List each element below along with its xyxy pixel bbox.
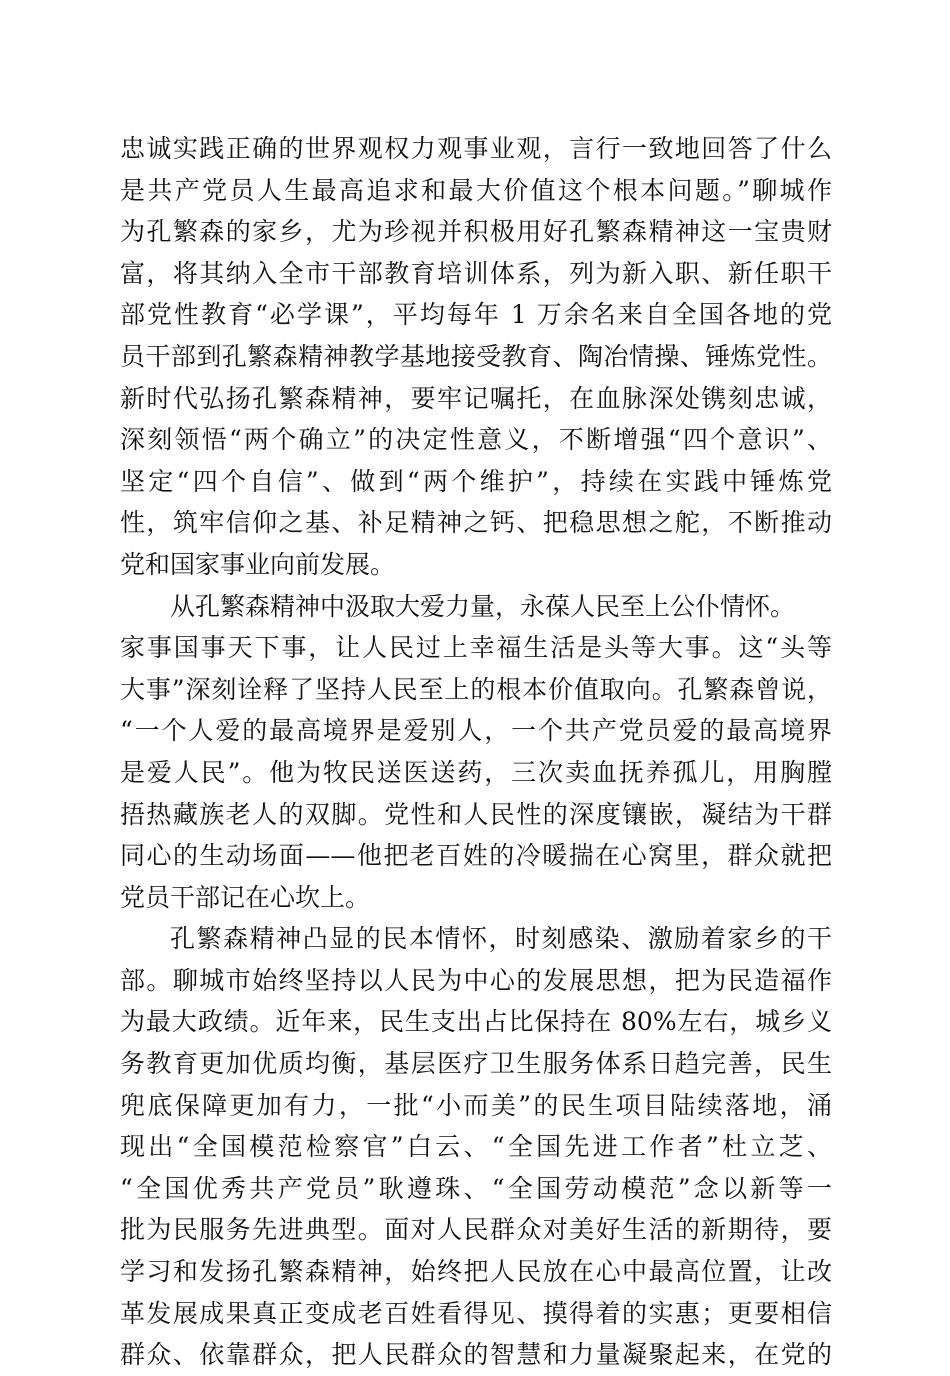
text-line: 是爱人民”。他为牧民送医送药，三次卖血抚养孤儿，用胸膛 <box>120 757 832 787</box>
text-line: 为最大政绩。近年来，民生支出占比保持在 80%左右，城乡义 <box>120 1007 832 1037</box>
text-line: 现出“全国模范检察官”白云、“全国先进工作者”杜立芝、 <box>120 1132 832 1162</box>
text-line: 同心的生动场面——他把老百姓的冷暖揣在心窝里，群众就把 <box>120 841 832 871</box>
text-line: 家事国事天下事，让人民过上幸福生活是头等大事。这“头等 <box>120 633 832 663</box>
text-line: 从孔繁森精神中汲取大爱力量，永葆人民至上公仆情怀。 <box>170 591 796 621</box>
text-line: “一个人爱的最高境界是爱别人，一个共产党员爱的最高境界 <box>120 716 832 746</box>
text-line: 党员干部记在心坎上。 <box>120 882 371 912</box>
text-line: 党和国家事业向前发展。 <box>120 549 396 579</box>
text-line: 学习和发扬孔繁森精神，始终把人民放在心中最高位置，让改 <box>120 1257 832 1287</box>
text-line: 部。聊城市始终坚持以人民为中心的发展思想，把为民造福作 <box>120 965 832 995</box>
text-line: 部党性教育“必学课”，平均每年 1 万余名来自全国各地的党 <box>120 300 832 330</box>
text-line: 捂热藏族老人的双脚。党性和人民性的深度镶嵌，凝结为干群 <box>120 799 832 829</box>
body-text <box>120 128 832 1376</box>
text-line: 兜底保障更加有力，一批“小而美”的民生项目陆续落地，涌 <box>120 1090 832 1120</box>
text-line: 群众、依靠群众，把人民群众的智慧和力量凝聚起来，在党的 <box>120 1340 832 1370</box>
text-line: 富，将其纳入全市干部教育培训体系，列为新入职、新任职干 <box>120 258 832 288</box>
text-line: 是共产党员人生最高追求和最大价值这个根本问题。”聊城作 <box>120 175 832 205</box>
text-line: 忠诚实践正确的世界观权力观事业观，言行一致地回答了什么 <box>120 134 832 163</box>
text-line: 坚定“四个自信”、做到“两个维护”，持续在实践中锤炼党 <box>120 466 832 496</box>
text-line: 新时代弘扬孔繁森精神，要牢记嘱托，在血脉深处镌刻忠诚， <box>120 383 832 413</box>
text-line: 为孔繁森的家乡，尤为珍视并积极用好孔繁森精神这一宝贵财 <box>120 217 832 247</box>
text-line: 员干部到孔繁森精神教学基地接受教育、陶冶情操、锤炼党性。 <box>120 341 832 371</box>
text-line: “全国优秀共产党员”耿遵珠、“全国劳动模范”念以新等一 <box>120 1173 832 1203</box>
text-line: 批为民服务先进典型。面对人民群众对美好生活的新期待，要 <box>120 1215 832 1245</box>
text-line: 革发展成果真正变成老百姓看得见、摸得着的实惠；更要相信 <box>120 1298 832 1328</box>
text-line: 孔繁森精神凸显的民本情怀，时刻感染、激励着家乡的干 <box>170 924 832 954</box>
text-line: 深刻领悟“两个确立”的决定性意义，不断增强“四个意识”、 <box>120 425 832 455</box>
text-line: 务教育更加优质均衡，基层医疗卫生服务体系日趋完善，民生 <box>120 1049 832 1079</box>
text-line: 大事”深刻诠释了坚持人民至上的根本价值取向。孔繁森曾说， <box>120 674 832 704</box>
text-line: 性，筑牢信仰之基、补足精神之钙、把稳思想之舵，不断推动 <box>120 508 832 538</box>
